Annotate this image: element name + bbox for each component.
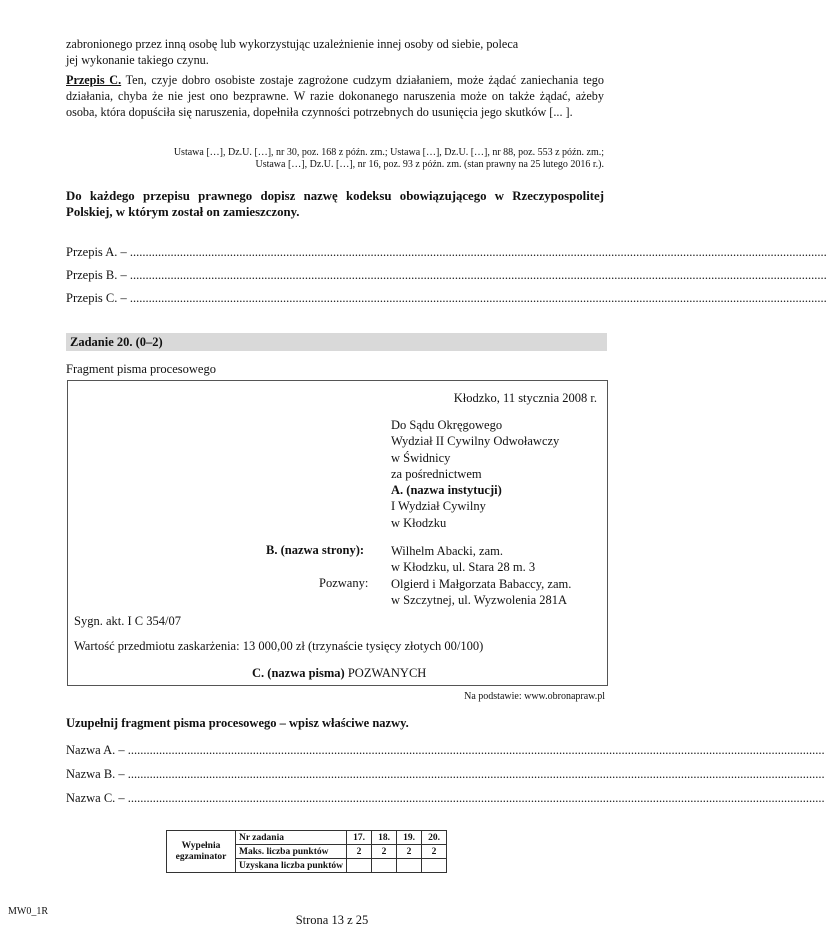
court-line-2: Wydział II Cywilny Odwoławczy <box>391 434 560 449</box>
defendant-line-1: Olgierd i Małgorzata Babaccy, zam. <box>391 577 572 591</box>
obtained-points-18[interactable] <box>372 859 397 873</box>
footer-code: MW0_1R <box>8 906 48 917</box>
row-label-task-no: Nr zadania <box>236 831 347 845</box>
examiner-label: Wypełnia egzaminator <box>167 831 236 873</box>
task-subtitle: Fragment pisma procesowego <box>66 362 216 376</box>
max-points-19: 2 <box>397 845 422 859</box>
court-line-5: I Wydział Cywilny <box>391 499 486 514</box>
max-points-20: 2 <box>422 845 447 859</box>
answer-dots: ............................................................................................................................................................................................................................... <box>129 291 827 305</box>
task-no-19: 19. <box>397 831 422 845</box>
answer-line-nazwa-c[interactable] <box>66 791 825 806</box>
answer-line-nazwa-b[interactable] <box>66 767 825 782</box>
claim-value: Wartość przedmiotu zaskarżenia: 13 000,00 zł (trzynaście tysięcy złotych 00/100) <box>74 639 484 653</box>
instruction-2: Uzupełnij fragment pisma procesowego – wpisz właściwe nazwy. <box>66 716 409 730</box>
answer-line-nazwa-a[interactable] <box>66 743 825 758</box>
answer-label: Przepis B. – <box>66 268 127 282</box>
defendant-line-2: w Szczytnej, ul. Wyzwolenia 281A <box>391 593 568 608</box>
answer-line-przepis-a[interactable] <box>66 245 827 260</box>
intro-text <box>66 36 604 68</box>
case-signature: Sygn. akt. I C 354/07 <box>74 614 181 628</box>
intro-line-2: jej wykonanie takiego czynu. <box>66 53 209 67</box>
doc-type-line <box>252 666 426 681</box>
obtained-points-17[interactable] <box>347 859 372 873</box>
field-c-label: C. (nazwa pisma) <box>252 666 345 680</box>
answer-dots: ............................................................................................................................................................................................................................... <box>129 245 827 259</box>
source-note: Na podstawie: www.obronapraw.pl <box>464 691 605 702</box>
max-points-18: 2 <box>372 845 397 859</box>
sources-citation <box>100 147 604 171</box>
party-b <box>391 543 535 576</box>
task-header-bar <box>66 333 607 351</box>
answer-label: Nazwa B. – <box>66 767 125 781</box>
field-a-label: A. (nazwa instytucji) <box>391 483 502 498</box>
field-b-label: B. (nazwa strony): <box>266 543 365 557</box>
document-fragment-frame <box>67 380 608 686</box>
instruction-1: Do każdego przepisu prawnego dopisz nazwę kodeksu obowiązującego w Rzeczypospolitej Polskiej, w którym został on zamieszczony. <box>66 189 604 219</box>
answer-label: Nazwa C. – <box>66 791 125 805</box>
max-points-17: 2 <box>347 845 372 859</box>
przepis-c-label: Przepis C. <box>66 73 122 87</box>
answer-dots: ............................................................................................................................................................................................................................... <box>129 268 827 282</box>
row-label-obtained-points: Uzyskana liczba punktów <box>236 859 347 873</box>
answer-label: Przepis C. – <box>66 291 127 305</box>
court-line-4: za pośrednictwem <box>391 466 482 481</box>
task-no-17: 17. <box>347 831 372 845</box>
sources-line-2: Ustawa […], Dz.U. […], nr 16, poz. 93 z późn. zm. (stan prawny na 25 lutego 2016 r.). <box>255 159 604 170</box>
przepis-c-paragraph <box>66 72 604 120</box>
party-b-line-1: Wilhelm Abacki, zam. <box>391 544 503 558</box>
page-number: Strona 13 z 25 <box>295 913 369 927</box>
court-line-6: w Kłodzku <box>391 515 447 530</box>
obtained-points-19[interactable] <box>397 859 422 873</box>
defendant-label: Pozwany: <box>319 576 369 590</box>
sources-line-1: Ustawa […], Dz.U. […], nr 30, poz. 168 z późn. zm.; Ustawa […], Dz.U. […], nr 88, poz. 553 z późn. zm.; <box>173 147 604 158</box>
answer-dots: ............................................................................................................................................................................................................................... <box>127 743 825 757</box>
court-address <box>391 417 559 531</box>
task-no-20: 20. <box>422 831 447 845</box>
place-date: Kłodzko, 11 stycznia 2008 r. <box>453 391 597 405</box>
row-label-max-points: Maks. liczba punktów <box>236 845 347 859</box>
answer-label: Nazwa A. – <box>66 743 125 757</box>
answer-dots: ............................................................................................................................................................................................................................... <box>127 767 825 781</box>
answer-dots: ............................................................................................................................................................................................................................... <box>127 791 825 805</box>
przepis-c-text: Ten, czyje dobro osobiste zostaje zagrożone cudzym działaniem, może żądać zaniechania tego działania, chyba że nie jest ono bezprawne. W razie dokonanego naruszenia może on także żądać, ażeby osoba, która dopuściła się naruszenia, dopełniła czynności potrzebnych do usunięcia jego skutków [... ]. <box>66 73 604 119</box>
answer-label: Przepis A. – <box>66 245 127 259</box>
defendant <box>391 576 571 609</box>
court-line-1: Do Sądu Okręgowego <box>391 418 503 432</box>
task-title: Zadanie 20. (0–2) <box>70 335 163 349</box>
doc-type: POZWANYCH <box>347 666 427 680</box>
party-b-line-2: w Kłodzku, ul. Stara 28 m. 3 <box>391 560 536 575</box>
obtained-points-20[interactable] <box>422 859 447 873</box>
answer-line-przepis-c[interactable] <box>66 291 827 306</box>
answer-line-przepis-b[interactable] <box>66 268 827 283</box>
score-table <box>166 830 447 873</box>
task-no-18: 18. <box>372 831 397 845</box>
intro-line-1: zabronionego przez inną osobę lub wykorzystując uzależnienie innej osoby od siebie, poleca <box>66 37 519 51</box>
court-line-3: w Świdnicy <box>391 450 451 465</box>
